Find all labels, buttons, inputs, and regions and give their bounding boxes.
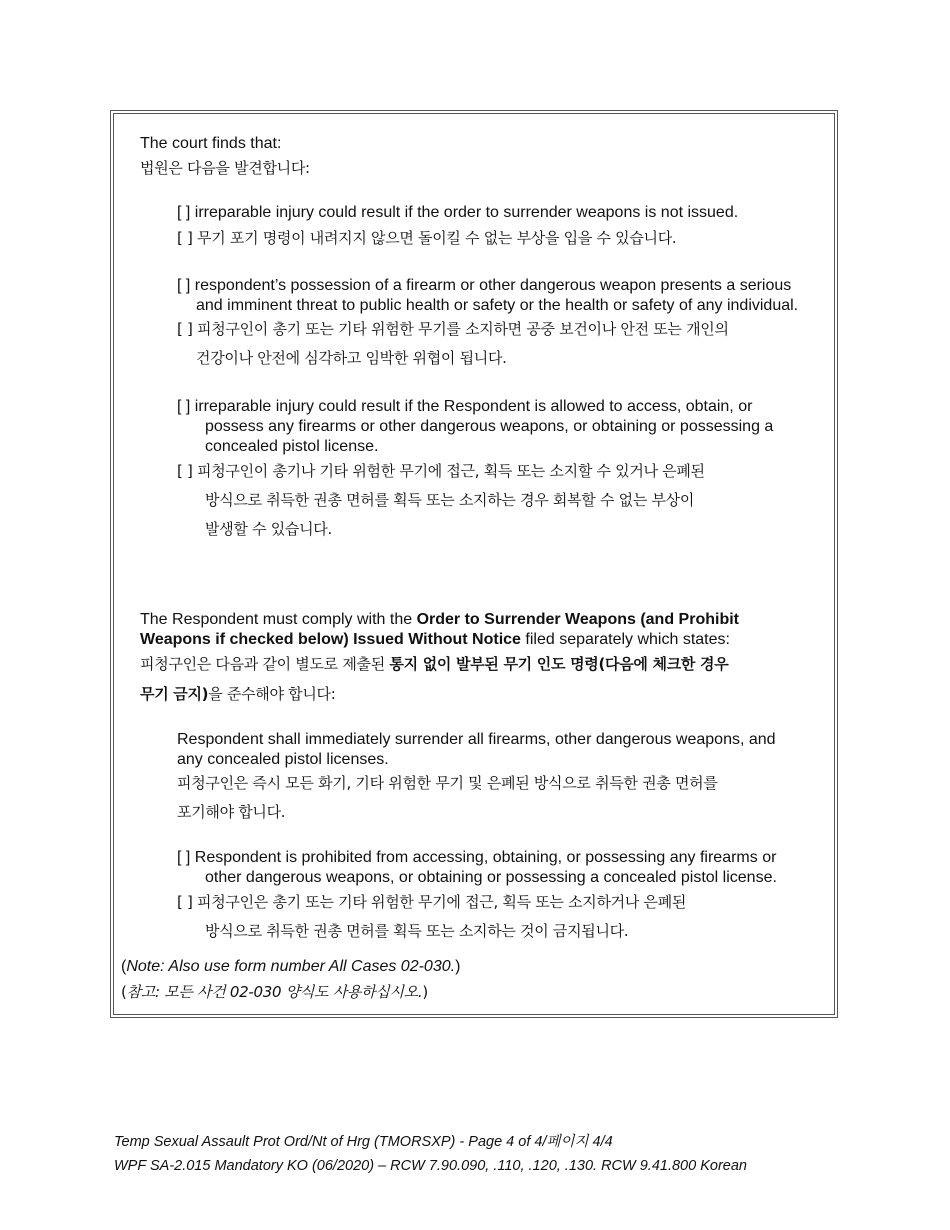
comply-en-line2	[140, 630, 730, 650]
prohibit-en: [ ] Respondent is prohibited from accessing, obtaining, or possessing any firearms or	[177, 849, 777, 866]
comply-ko-text-cont: 을 준수해야 합니다:	[208, 685, 336, 703]
comply-text-cont: filed separately which states:	[520, 631, 730, 648]
footer-line-2: WPF SA-2.015 Mandatory KO (06/2020) – RCW 7.90.090, .110, .120, .130. RCW 9.41.800 Korean	[114, 1158, 747, 1174]
findings-intro-en: The court finds that:	[140, 135, 282, 152]
order-title: Order to Surrender Weapons (and Prohibit	[416, 611, 739, 628]
order-title-cont: Weapons if checked below) Issued Without Notice	[140, 631, 521, 648]
comply-en-line1	[140, 610, 739, 630]
paren: )	[455, 958, 461, 975]
surrender-ko-cont: 포기해야 합니다.	[177, 803, 286, 821]
finding-3-ko-cont: 방식으로 취득한 권총 면허를 획득 또는 소지하는 경우 회복할 수 없는 부상이	[205, 491, 695, 509]
comply-ko-text: 피청구인은 다음과 같이 별도로 제출된	[140, 655, 390, 673]
paren: )	[422, 983, 428, 1001]
finding-1-en: [ ] irreparable injury could result if the order to surrender weapons is not issued.	[177, 204, 739, 221]
finding-2-ko-cont: 건강이나 안전에 심각하고 임박한 위협이 됩니다.	[196, 349, 507, 367]
findings-intro-ko: 법원은 다음을 발견합니다:	[140, 159, 310, 177]
finding-2-en: [ ] respondent’s possession of a firearm or other dangerous weapon presents a serious	[177, 277, 792, 294]
finding-1-ko: [ ] 무기 포기 명령이 내려지지 않으면 돌이킬 수 없는 부상을 입을 수 있습니다.	[177, 229, 677, 247]
finding-2-en-cont: and imminent threat to public health or safety or the health or safety of any individual.	[196, 297, 799, 314]
finding-2-ko: [ ] 피청구인이 총기 또는 기타 위험한 무기를 소지하면 공중 보건이나 안전 또는 개인의	[177, 320, 729, 338]
note-ko	[121, 982, 428, 1002]
prohibit-ko-cont: 방식으로 취득한 권총 면허를 획득 또는 소지하는 것이 금지됩니다.	[205, 922, 629, 940]
footer-line-1: Temp Sexual Assault Prot Ord/Nt of Hrg (TMORSXP) - Page 4 of 4/페이지 4/4	[114, 1134, 613, 1150]
note-en	[121, 957, 460, 977]
order-title-ko: 통지 없이 발부된 무기 인도 명령(다음에 체크한 경우	[389, 655, 729, 673]
comply-text: The Respondent must comply with the	[140, 611, 417, 628]
prohibit-ko: [ ] 피청구인은 총기 또는 기타 위험한 무기에 접근, 획득 또는 소지하거나 은폐된	[177, 893, 687, 911]
finding-3-en-cont2: concealed pistol license.	[205, 438, 379, 455]
surrender-en: Respondent shall immediately surrender all firearms, other dangerous weapons, and	[177, 731, 776, 748]
finding-3-ko-cont2: 발생할 수 있습니다.	[205, 520, 332, 538]
prohibit-en-cont: other dangerous weapons, or obtaining or possessing a concealed pistol license.	[205, 869, 777, 886]
paren: (	[121, 958, 127, 975]
finding-3-en: [ ] irreparable injury could result if the Respondent is allowed to access, obtain, or	[177, 398, 753, 415]
paren: (	[121, 983, 127, 1001]
finding-3-en-cont: possess any firearms or other dangerous weapons, or obtaining or possessing a	[205, 418, 774, 435]
finding-3-ko: [ ] 피청구인이 총기나 기타 위험한 무기에 접근, 획득 또는 소지할 수 있거나 은폐된	[177, 462, 705, 480]
note-text: Note: Also use form number All Cases 02-030.	[126, 958, 456, 975]
comply-ko-line2	[140, 684, 335, 704]
surrender-en-cont: any concealed pistol licenses.	[177, 751, 389, 768]
surrender-ko: 피청구인은 즉시 모든 화기, 기타 위험한 무기 및 은폐된 방식으로 취득한 권총 면허를	[177, 774, 718, 792]
order-title-ko-cont: 무기 금지)	[140, 685, 209, 703]
note-text-ko: 참고: 모든 사건 02-030 양식도 사용하십시오.	[126, 983, 423, 1001]
comply-ko-line1	[140, 654, 728, 674]
